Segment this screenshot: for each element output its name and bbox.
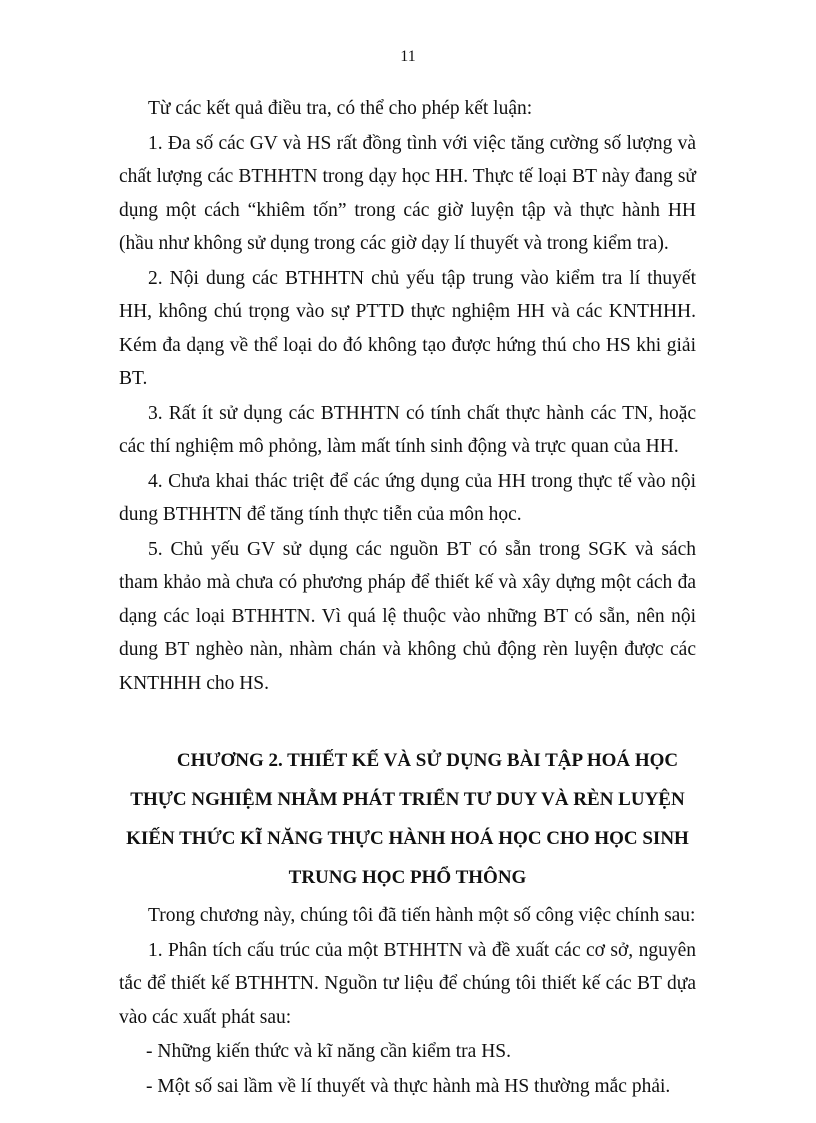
survey-intro: Từ các kết quả điều tra, có thể cho phép kết luận: xyxy=(148,98,533,119)
source-item-1: - Những kiến thức và kĩ năng cần kiểm tra HS. xyxy=(146,1041,512,1062)
chapter-heading-line-1: CHƯƠNG 2. THIẾT KẾ VÀ SỬ DỤNG BÀI TẬP HOÁ HỌC xyxy=(176,750,679,771)
conclusion-1: 1. Đa số các GV và HS rất đồng tình với việc tăng cường số lượng và chất lượng các BTHHTN trong dạy học HH. Thực tế loại BT này đang sử dụng một cách “khiêm tốn” trong các giờ luyện tập và thực hành HH (hầu như không sử dụng trong các giờ dạy lí thuyết và trong kiểm tra). xyxy=(119,132,696,254)
chapter-task-1: 1. Phân tích cấu trúc của một BTHHTN và đề xuất các cơ sở, nguyên tắc để thiết kế BTHHTN. Nguồn tư liệu để chúng tôi thiết kế các BT dựa vào các xuất phát sau: xyxy=(119,939,696,1028)
source-item-2: - Một số sai lầm về lí thuyết và thực hành mà HS thường mắc phải. xyxy=(146,1075,671,1097)
conclusion-4: 4. Chưa khai thác triệt để các ứng dụng của HH trong thực tế vào nội dung BTHHTN để tăng tính thực tiễn của môn học. xyxy=(119,470,696,525)
chapter-intro: Trong chương này, chúng tôi đã tiến hành một số công việc chính sau: xyxy=(148,905,696,926)
chapter-heading-rest: THỰC NGHIỆM NHẰM PHÁT TRIỂN TƯ DUY VÀ RÈN LUYỆN KIẾN THỨC KĨ NĂNG THỰC HÀNH HOÁ HỌC CHO HỌC SINH TRUNG HỌC PHỔ THÔNG xyxy=(126,789,689,888)
section-gap xyxy=(119,701,696,741)
chapter-heading xyxy=(119,741,696,897)
conclusion-2: 2. Nội dung các BTHHTN chủ yếu tập trung vào kiểm tra lí thuyết HH, không chú trọng vào sự PTTD thực nghiệm HH và các KNTHHH. Kém đa dạng về thể loại do đó không tạo được hứng thú cho HS khi giải BT. xyxy=(119,267,696,389)
conclusion-3: 3. Rất ít sử dụng các BTHHTN có tính chất thực hành các TN, hoặc các thí nghiệm mô phỏng, làm mất tính sinh động và trực quan của HH. xyxy=(119,402,696,457)
page-body xyxy=(119,92,696,1104)
conclusion-5: 5. Chủ yếu GV sử dụng các nguồn BT có sẵn trong SGK và sách tham khảo mà chưa có phương pháp để thiết kế và xây dựng một cách đa dạng các loại BTHHTN. Vì quá lệ thuộc vào những BT có sẵn, nên nội dung BT nghèo nàn, nhàm chán và không chủ động rèn luyện được các KNTHHH cho HS. xyxy=(119,538,696,694)
page-number: 11 xyxy=(400,48,416,65)
